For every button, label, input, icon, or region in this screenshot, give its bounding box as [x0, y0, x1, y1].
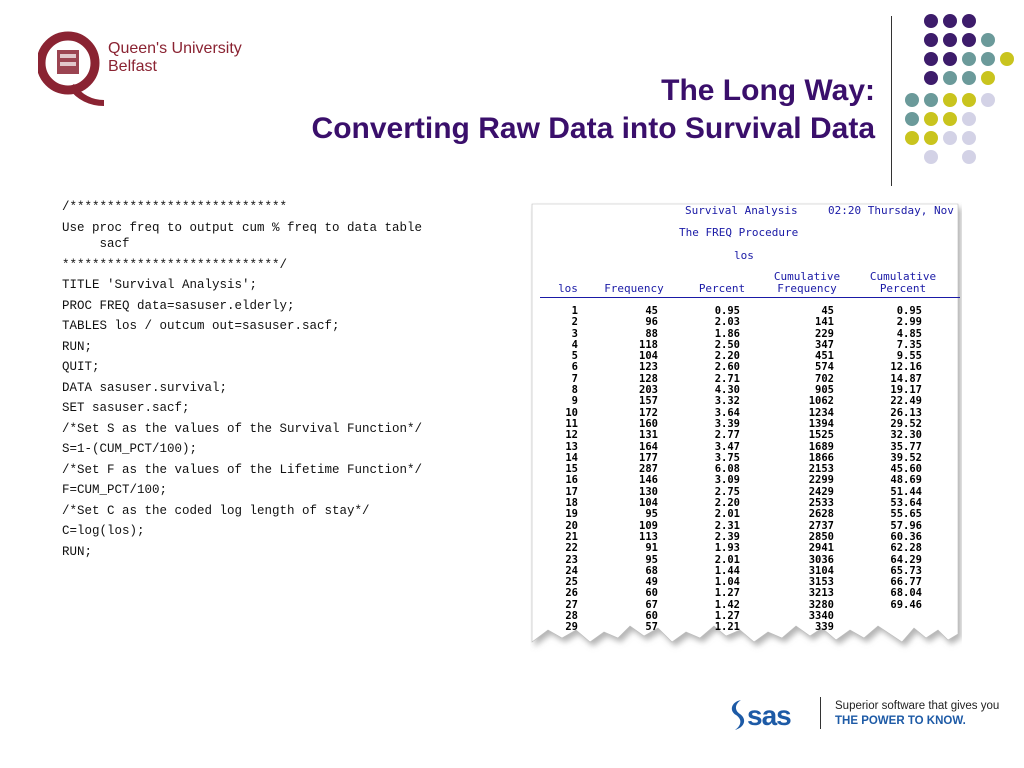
- decorative-dot: [943, 33, 957, 47]
- table-row: [530, 543, 962, 554]
- cell-cumulative-frequency: 3280: [808, 598, 834, 611]
- cell-cumulative-frequency: 1234: [808, 406, 834, 419]
- decorative-dot: [943, 112, 957, 126]
- cell-los: 28: [565, 610, 578, 623]
- table-row: [530, 430, 962, 441]
- cell-los: 17: [565, 485, 578, 498]
- decorative-dot: [962, 33, 976, 47]
- cell-cumulative-percent: 35.77: [890, 440, 922, 453]
- cell-cumulative-frequency: 451: [815, 350, 834, 363]
- decorative-dot: [905, 131, 919, 145]
- cell-percent: 4.30: [714, 384, 740, 397]
- cell-los: 19: [565, 508, 578, 521]
- cell-percent: 2.50: [714, 338, 740, 351]
- code-line: PROC FREQ data=sasuser.elderly;: [62, 298, 295, 313]
- cell-frequency: 172: [639, 406, 658, 419]
- cell-frequency: 91: [645, 542, 658, 555]
- cell-cumulative-percent: 12.16: [890, 361, 922, 374]
- cell-cumulative-frequency: 2299: [808, 474, 834, 487]
- sas-logo: [727, 697, 809, 733]
- cell-percent: 2.77: [714, 429, 740, 442]
- cell-percent: 1.27: [714, 587, 740, 600]
- cell-cumulative-frequency: 2429: [808, 485, 834, 498]
- code-line: RUN;: [62, 339, 93, 354]
- cell-frequency: 95: [645, 553, 658, 566]
- cell-percent: 2.01: [714, 553, 740, 566]
- header-frequency: Frequency: [604, 282, 664, 295]
- cell-frequency: 95: [645, 508, 658, 521]
- table-row: [530, 317, 962, 328]
- decorative-dot: [924, 52, 938, 66]
- decorative-dot: [1000, 52, 1014, 66]
- code-line: S=1-(CUM_PCT/100);: [62, 442, 198, 456]
- decorative-dot: [981, 71, 995, 85]
- cell-los: 24: [565, 564, 578, 577]
- decorative-dot: [962, 14, 976, 28]
- cell-frequency: 118: [639, 338, 658, 351]
- tagline-line-2: THE POWER TO KNOW.: [835, 715, 966, 727]
- sas-tagline: [835, 699, 999, 729]
- header-cum-freq-line2: Frequency: [777, 282, 837, 295]
- decorative-dot: [943, 14, 957, 28]
- cell-frequency: 203: [639, 384, 658, 397]
- cell-cumulative-frequency: 3104: [808, 564, 834, 577]
- cell-los: 8: [571, 384, 578, 397]
- cell-los: 23: [565, 553, 578, 566]
- cell-cumulative-percent: 22.49: [890, 395, 922, 408]
- cell-los: 11: [565, 417, 578, 430]
- cell-cumulative-frequency: 1062: [808, 395, 834, 408]
- cell-percent: 2.31: [714, 519, 740, 532]
- cell-percent: 0.95: [714, 305, 740, 317]
- cell-cumulative-percent: 64.29: [890, 553, 922, 566]
- title-divider: [891, 16, 892, 186]
- cell-cumulative-frequency: 905: [815, 384, 834, 397]
- cell-percent: 2.75: [714, 485, 740, 498]
- cell-los: 21: [565, 530, 578, 543]
- cell-percent: 3.32: [714, 395, 740, 408]
- cell-cumulative-frequency: 3213: [808, 587, 834, 600]
- cell-frequency: 60: [645, 610, 658, 623]
- decorative-dot: [962, 93, 976, 107]
- cell-cumulative-percent: 65.73: [890, 564, 922, 577]
- cell-cumulative-percent: 68.04: [890, 587, 922, 600]
- code-line: C=log(los);: [62, 524, 145, 538]
- cell-percent: 6.08: [714, 463, 740, 476]
- cell-frequency: 130: [639, 485, 658, 498]
- cell-cumulative-frequency: 2153: [808, 463, 834, 476]
- cell-percent: 2.71: [714, 372, 740, 385]
- cell-percent: 3.39: [714, 417, 740, 430]
- decorative-dot: [981, 33, 995, 47]
- code-line: /*Set C as the coded log length of stay*/: [62, 503, 370, 518]
- cell-los: 14: [565, 451, 578, 464]
- cell-cumulative-percent: 51.44: [890, 485, 922, 498]
- cell-frequency: 146: [639, 474, 658, 487]
- cell-percent: 2.60: [714, 361, 740, 374]
- cell-los: 18: [565, 497, 578, 510]
- cell-frequency: 128: [639, 372, 658, 385]
- cell-cumulative-percent: 69.46: [890, 598, 922, 611]
- code-line: /*****************************: [62, 200, 288, 214]
- decorative-dot: [924, 150, 938, 164]
- table-row: [530, 600, 962, 611]
- cell-cumulative-frequency: 3153: [808, 576, 834, 589]
- decorative-dot: [943, 131, 957, 145]
- decorative-dot: [981, 93, 995, 107]
- cell-frequency: 104: [639, 350, 658, 363]
- cell-los: 20: [565, 519, 578, 532]
- cell-cumulative-percent: 55.65: [890, 508, 922, 521]
- qub-name-line2: Belfast: [108, 58, 157, 75]
- cell-cumulative-frequency: 2628: [808, 508, 834, 521]
- code-line: /*Set F as the values of the Lifetime Function*/: [62, 462, 423, 477]
- cell-cumulative-percent: 45.60: [890, 463, 922, 476]
- code-line: QUIT;: [62, 360, 100, 374]
- decorative-dot: [924, 112, 938, 126]
- cell-cumulative-frequency: 702: [815, 372, 834, 385]
- code-line: RUN;: [62, 544, 93, 559]
- frequency-table-body: [530, 306, 962, 634]
- tagline-line-1: Superior software that gives you: [835, 700, 1000, 712]
- cell-percent: 2.20: [714, 350, 740, 363]
- header-percent: Percent: [698, 282, 746, 295]
- cell-frequency: 104: [639, 497, 658, 510]
- cell-los: 16: [565, 474, 578, 487]
- cell-percent: 3.64: [714, 406, 740, 419]
- cell-cumulative-percent: 66.77: [890, 576, 922, 589]
- cell-los: 29: [565, 621, 578, 634]
- cell-percent: 2.20: [714, 497, 740, 510]
- footer-divider: [820, 697, 821, 729]
- cell-los: 15: [565, 463, 578, 476]
- cell-frequency: 287: [639, 463, 658, 476]
- cell-percent: 3.09: [714, 474, 740, 487]
- decorative-dot: [943, 93, 957, 107]
- cell-cumulative-percent: 9.55: [896, 350, 922, 363]
- decorative-dot: [924, 33, 938, 47]
- cell-cumulative-frequency: 3036: [808, 553, 834, 566]
- cell-cumulative-percent: 48.69: [890, 474, 922, 487]
- code-line: TITLE 'Survival Analysis';: [62, 278, 258, 292]
- sas-swoosh-icon: [732, 700, 744, 730]
- cell-los: 22: [565, 542, 578, 555]
- code-line: DATA sasuser.survival;: [62, 380, 228, 395]
- decorative-dot: [962, 71, 976, 85]
- cell-percent: 2.39: [714, 530, 740, 543]
- cell-cumulative-percent: 57.96: [890, 519, 922, 532]
- qub-q-emblem-icon: [38, 30, 106, 106]
- cell-los: 12: [565, 429, 578, 442]
- cell-los: 7: [571, 372, 578, 385]
- cell-cumulative-frequency: 45: [821, 305, 834, 317]
- decorative-dot: [924, 131, 938, 145]
- table-row: [530, 396, 962, 407]
- cell-cumulative-frequency: 2737: [808, 519, 834, 532]
- decorative-dot: [905, 93, 919, 107]
- decorative-dot: [924, 93, 938, 107]
- cell-frequency: 57: [645, 621, 658, 634]
- cell-percent: 1.04: [714, 576, 740, 589]
- cell-los: 2: [571, 316, 578, 329]
- cell-cumulative-frequency: 574: [815, 361, 834, 374]
- code-line: SET sasuser.sacf;: [62, 401, 190, 415]
- cell-frequency: 177: [639, 451, 658, 464]
- cell-cumulative-percent: 26.13: [890, 406, 922, 419]
- header-cum-pct-line2: Percent: [879, 282, 927, 295]
- decorative-dot: [962, 52, 976, 66]
- cell-los: 13: [565, 440, 578, 453]
- cell-percent: 2.01: [714, 508, 740, 521]
- cell-percent: 1.44: [714, 564, 740, 577]
- cell-cumulative-frequency: 3340: [808, 610, 834, 623]
- cell-cumulative-percent: 62.28: [890, 542, 922, 555]
- table-row: [530, 622, 962, 633]
- decorative-dot: [962, 150, 976, 164]
- cell-cumulative-percent: 39.52: [890, 451, 922, 464]
- table-row: [530, 509, 962, 520]
- cell-cumulative-percent: 2.99: [896, 316, 922, 329]
- decorative-dot: [924, 71, 938, 85]
- cell-cumulative-frequency: 1866: [808, 451, 834, 464]
- header-cumulative-frequency: [766, 271, 848, 295]
- header-cumulative-percent: [862, 271, 944, 295]
- printout-timestamp: 02:20 Thursday, Nov: [828, 204, 954, 217]
- code-line: TABLES los / outcum out=sasuser.sacf;: [62, 319, 340, 333]
- qub-wordmark: [108, 40, 242, 76]
- code-line: /*Set S as the values of the Survival Function*/: [62, 421, 423, 436]
- cell-cumulative-percent: 53.64: [890, 497, 922, 510]
- decorative-dot: [924, 14, 938, 28]
- sas-code-block: [62, 197, 492, 562]
- cell-cumulative-percent: 32.30: [890, 429, 922, 442]
- cell-percent: 1.86: [714, 327, 740, 340]
- cell-percent: 1.27: [714, 610, 740, 623]
- decorative-dot-grid: [905, 14, 1015, 164]
- decorative-dot: [943, 52, 957, 66]
- cell-percent: 3.47: [714, 440, 740, 453]
- cell-los: 10: [565, 406, 578, 419]
- cell-percent: 2.03: [714, 316, 740, 329]
- cell-cumulative-percent: 7.35: [896, 338, 922, 351]
- cell-frequency: 88: [645, 327, 658, 340]
- cell-frequency: 96: [645, 316, 658, 329]
- cell-frequency: 164: [639, 440, 658, 453]
- cell-cumulative-frequency: 339: [815, 621, 834, 634]
- decorative-dot: [962, 112, 976, 126]
- cell-frequency: 60: [645, 587, 658, 600]
- cell-los: 1: [571, 305, 578, 317]
- cell-cumulative-frequency: 229: [815, 327, 834, 340]
- decorative-dot: [962, 131, 976, 145]
- cell-frequency: 160: [639, 417, 658, 430]
- header-cum-freq-line1: Cumulative: [773, 270, 841, 283]
- sas-wordmark: sas: [747, 700, 791, 731]
- cell-frequency: 109: [639, 519, 658, 532]
- cell-frequency: 68: [645, 564, 658, 577]
- cell-cumulative-frequency: 1525: [808, 429, 834, 442]
- title-line-2: Converting Raw Data into Survival Data: [311, 112, 875, 145]
- table-row: [530, 611, 962, 622]
- cell-cumulative-percent: 29.52: [890, 417, 922, 430]
- cell-frequency: 131: [639, 429, 658, 442]
- cell-frequency: 113: [639, 530, 658, 543]
- header-los: los: [558, 282, 578, 295]
- code-line: Use proc freq to output cum % freq to data table sacf: [62, 220, 423, 251]
- decorative-dot: [943, 71, 957, 85]
- printout-title: Survival Analysis: [685, 204, 798, 217]
- header-cum-pct-line1: Cumulative: [869, 270, 937, 283]
- title-line-1: The Long Way:: [661, 74, 875, 107]
- code-line: *****************************/: [62, 257, 288, 272]
- cell-los: 26: [565, 587, 578, 600]
- freq-procedure-printout: [530, 202, 962, 654]
- cell-los: 25: [565, 576, 578, 589]
- cell-cumulative-percent: 19.17: [890, 384, 922, 397]
- slide-title: [180, 72, 875, 148]
- cell-frequency: 157: [639, 395, 658, 408]
- cell-los: 9: [571, 395, 578, 408]
- code-line: F=CUM_PCT/100;: [62, 483, 168, 497]
- cell-percent: 3.75: [714, 451, 740, 464]
- qub-name-line1: Queen's University: [108, 40, 242, 57]
- printout-procedure: The FREQ Procedure: [679, 226, 799, 239]
- cell-cumulative-frequency: 141: [815, 316, 834, 329]
- cell-percent: 1.21: [714, 621, 740, 634]
- cell-cumulative-frequency: 1394: [808, 417, 834, 430]
- cell-los: 27: [565, 598, 578, 611]
- cell-frequency: 123: [639, 361, 658, 374]
- cell-frequency: 49: [645, 576, 658, 589]
- cell-frequency: 45: [645, 305, 658, 317]
- cell-los: 5: [571, 350, 578, 363]
- cell-frequency: 67: [645, 598, 658, 611]
- cell-cumulative-frequency: 2850: [808, 530, 834, 543]
- cell-los: 3: [571, 327, 578, 340]
- cell-cumulative-percent: 60.36: [890, 530, 922, 543]
- cell-percent: 1.42: [714, 598, 740, 611]
- cell-cumulative-frequency: 1689: [808, 440, 834, 453]
- cell-los: 4: [571, 338, 578, 351]
- decorative-dot: [981, 52, 995, 66]
- cell-cumulative-frequency: 2941: [808, 542, 834, 555]
- cell-cumulative-frequency: 347: [815, 338, 834, 351]
- cell-percent: 1.93: [714, 542, 740, 555]
- decorative-dot: [905, 112, 919, 126]
- cell-cumulative-percent: 14.87: [890, 372, 922, 385]
- header-underline: [540, 297, 960, 298]
- cell-cumulative-frequency: 2533: [808, 497, 834, 510]
- cell-cumulative-percent: 0.95: [896, 305, 922, 317]
- printout-variable: los: [734, 249, 754, 262]
- cell-los: 6: [571, 361, 578, 374]
- cell-cumulative-percent: 4.85: [896, 327, 922, 340]
